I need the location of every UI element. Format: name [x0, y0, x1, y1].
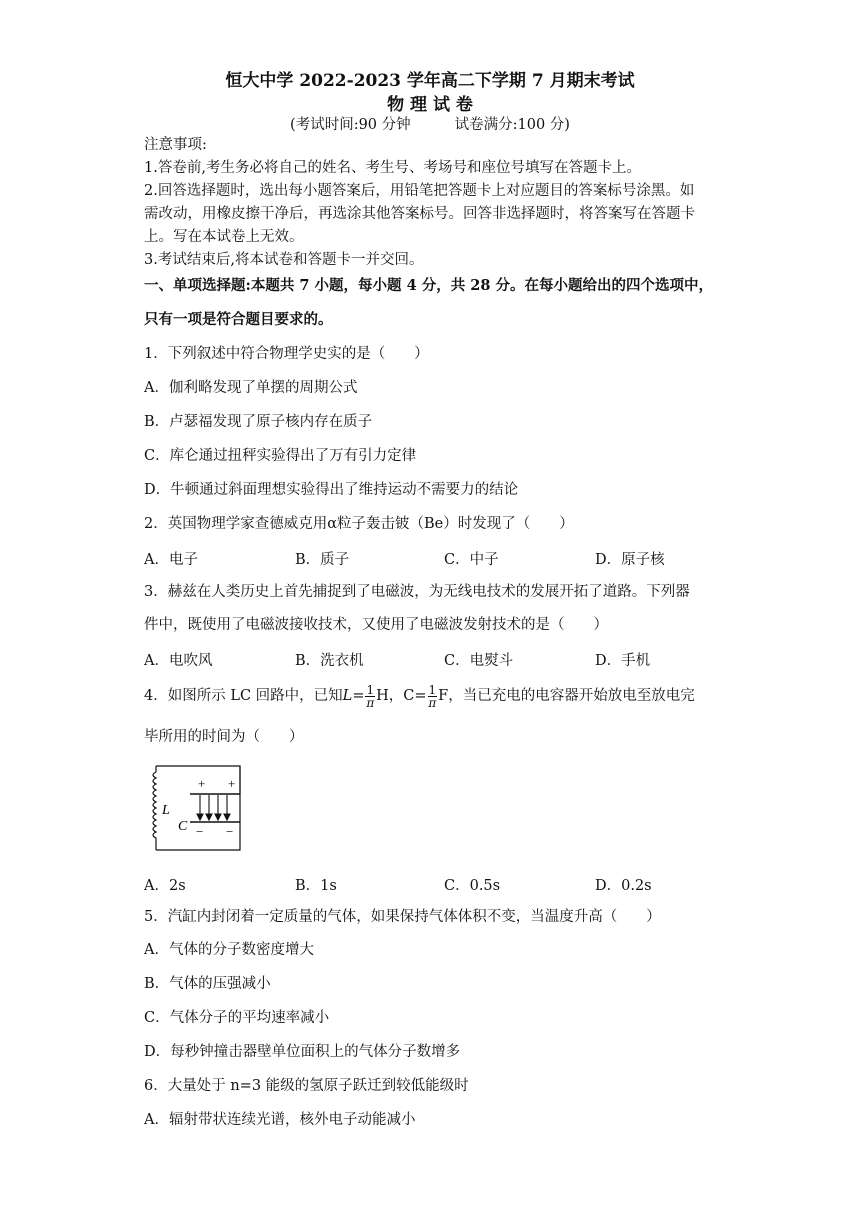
q4-unit-h: H，C= [376, 688, 427, 704]
plus-sign-left: + [198, 776, 206, 791]
exam-info [0, 113, 860, 134]
q4-frac-l-den: π [366, 695, 375, 710]
q2-option-c: C．中子 [444, 552, 499, 568]
q1-option-d: D．牛顿通过斜面理想实验得出了维持运动不需要力的结论 [144, 482, 519, 498]
q6-stem: 6．大量处于 n=3 能级的氢原子跃迁到较低能级时 [144, 1078, 469, 1094]
q1-stem: 1．下列叙述中符合物理学史实的是（ ） [144, 346, 429, 362]
minus-sign-left: − [196, 824, 204, 839]
q2-stem: 2．英国物理学家查德威克用α粒子轰击铍（Be）时发现了（ ） [144, 516, 574, 532]
section-1-heading: 一、单项选择题:本题共 7 小题，每小题 4 分，共 28 分。在每小题给出的四个选项中， [144, 277, 713, 294]
exam-time: (考试时间:90 分钟 [290, 117, 411, 133]
q1-option-a: A．伽利略发现了单摆的周期公式 [144, 380, 358, 396]
lc-circuit-diagram [146, 762, 256, 854]
minus-sign-right: − [226, 824, 234, 839]
q2-option-d: D．原子核 [595, 552, 665, 568]
q4-stem-prefix: 4．如图所示 LC 回路中，已知 [144, 688, 343, 704]
exam-title: 恒大中学 2022-2023 学年高二下学期 7 月期末考试 [225, 71, 635, 91]
q5-option-c: C．气体分子的平均速率减小 [144, 1010, 330, 1026]
q4-stem-line-1 [144, 680, 695, 712]
exam-full-score: 试卷满分:100 分) [454, 117, 570, 133]
capacitor-label: C [178, 819, 188, 834]
note-2-line-2: 需改动，用橡皮擦干净后，再选涂其他答案标号。回答非选择题时，将答案写在答题卡 [144, 206, 695, 222]
q4-unit-f: F，当已充电的电容器开始放电至放电完 [438, 688, 695, 704]
q4-option-b: B．1s [295, 878, 337, 894]
q5-option-b: B．气体的压强减小 [144, 976, 271, 992]
q5-option-a: A．气体的分子数密度增大 [144, 942, 314, 958]
exam-subject: 物 理 试 卷 [387, 95, 473, 115]
q3-option-d: D．手机 [595, 653, 651, 669]
q4-frac-c-den: π [428, 695, 437, 710]
q4-option-a: A．2s [144, 878, 186, 894]
plus-sign-right: + [228, 776, 236, 791]
q2-option-b: B．质子 [295, 552, 350, 568]
q2-option-a: A．电子 [144, 552, 198, 568]
note-1: 1.答卷前,考生务必将自己的姓名、考生号、考场号和座位号填写在答题卡上。 [144, 160, 641, 176]
q3-option-b: B．洗衣机 [295, 653, 364, 669]
q3-option-a: A．电吹风 [144, 653, 213, 669]
q4-equals: = [352, 688, 365, 704]
notes-heading: 注意事项: [144, 137, 207, 153]
inductor-label: L [162, 803, 170, 818]
q4-fraction-l [365, 684, 375, 709]
section-1-heading-2: 只有一项是符合题目要求的。 [144, 311, 333, 328]
q4-frac-l-num: 1 [366, 682, 375, 697]
electric-field-arrows [197, 795, 230, 820]
q4-stem-line-2: 毕所用的时间为（ ） [144, 729, 304, 745]
q4-option-d: D．0.2s [595, 878, 652, 894]
q4-frac-c-num: 1 [428, 682, 437, 697]
q5-stem: 5．汽缸内封闭着一定质量的气体，如果保持气体体积不变，当温度升高（ ） [144, 909, 661, 925]
note-3: 3.考试结束后,将本试卷和答题卡一并交回。 [144, 252, 424, 268]
q3-option-c: C．电熨斗 [444, 653, 514, 669]
q4-option-c: C．0.5s [444, 878, 501, 894]
note-2-line-3: 上。写在本试卷上无效。 [144, 229, 304, 245]
q3-stem-line-1: 3．赫兹在人类历史上首先捕捉到了电磁波，为无线电技术的发展开拓了道路。下列器 [144, 584, 690, 600]
q1-option-b: B．卢瑟福发现了原子核内存在质子 [144, 414, 373, 430]
q4-fraction-c [428, 684, 438, 709]
q1-option-c: C．库仑通过扭秤实验得出了万有引力定律 [144, 448, 417, 464]
q4-l-symbol: L [342, 688, 353, 704]
note-2-line-1: 2.回答选择题时，选出每小题答案后，用铅笔把答题卡上对应题目的答案标号涂黑。如 [144, 183, 695, 199]
inductor-coil-icon [153, 766, 156, 850]
q3-stem-line-2: 件中，既使用了电磁波接收技术，又使用了电磁波发射技术的是（ ） [144, 617, 608, 633]
q6-option-a: A．辐射带状连续光谱，核外电子动能减小 [144, 1112, 416, 1128]
q5-option-d: D．每秒钟撞击器壁单位面积上的气体分子数增多 [144, 1044, 461, 1060]
